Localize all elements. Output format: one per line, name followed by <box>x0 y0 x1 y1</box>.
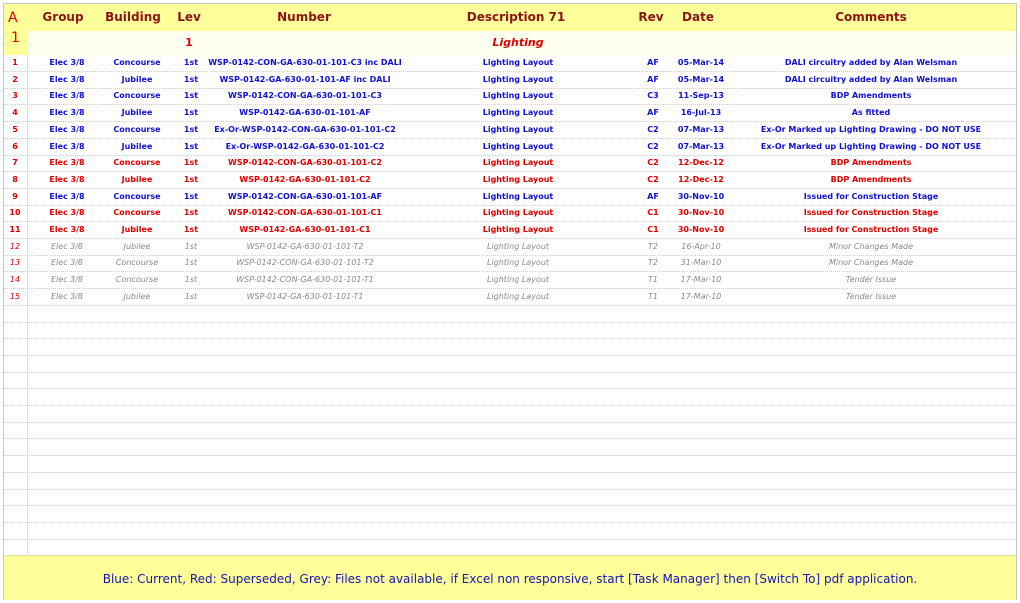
cell-date: 11-Sep-13 <box>678 91 724 101</box>
cell-description: Lighting Layout <box>482 74 554 84</box>
cell-comments: Issued for Construction Stage <box>803 225 939 234</box>
cell-building: Concourse <box>113 58 161 67</box>
cell-rev: AF <box>647 191 659 201</box>
cell-description: Lighting Layout <box>482 191 554 201</box>
cell-lev: 1st <box>183 124 199 134</box>
cell-date: 07-Mar-13 <box>677 141 725 151</box>
cell-lev: 1st <box>183 225 199 234</box>
cell-number[interactable]: WSP-0142-CON-GA-630-01-101-C3 <box>228 91 382 101</box>
cell-lev: 1st <box>183 191 199 201</box>
cell-comments: DALI circuitry added by Alan Welsman <box>784 58 958 67</box>
cell-building: Concourse <box>115 258 159 268</box>
drawing-register-sheet <box>3 3 1017 600</box>
cell-date: 30-Nov-10 <box>677 225 725 234</box>
header-comments[interactable]: Comments <box>835 10 907 24</box>
cell-date: 05-Mar-14 <box>677 74 725 84</box>
empty-row[interactable] <box>4 422 1016 439</box>
row-index: 1 <box>12 58 18 67</box>
cell-comments: As fitted <box>851 108 891 118</box>
header-rev[interactable]: Rev <box>638 10 664 24</box>
table-row[interactable] <box>4 55 1016 72</box>
row-index: 15 <box>9 291 21 301</box>
cell-group: Elec 3/8 <box>49 191 85 201</box>
cell-number[interactable]: WSP-0142-CON-GA-630-01-101-T1 <box>236 275 374 285</box>
cell-comments: Tender Issue <box>845 291 897 301</box>
cell-rev: C2 <box>647 141 659 151</box>
cell-description: Lighting Layout <box>482 91 554 101</box>
empty-row[interactable] <box>4 339 1016 356</box>
row-index: 13 <box>9 258 21 268</box>
cell-rev: AF <box>647 58 659 67</box>
cell-building: Jubilee <box>121 141 153 151</box>
cell-number[interactable]: WSP-0142-CON-GA-630-01-101-AF <box>227 191 383 201</box>
cell-comments: Minor Changes Made <box>828 241 914 251</box>
table-row[interactable] <box>4 205 1016 222</box>
cell-group: Elec 3/8 <box>50 241 84 251</box>
cell-date: 30-Nov-10 <box>677 208 725 218</box>
cell-rev: C1 <box>647 208 659 218</box>
cell-number[interactable]: WSP-0142-GA-630-01-101-C1 <box>239 225 371 234</box>
cell-group: Elec 3/8 <box>50 258 84 268</box>
cell-description: Lighting Layout <box>482 225 554 234</box>
cell-building: Concourse <box>113 91 161 101</box>
cell-lev: 1st <box>184 258 198 268</box>
table-row[interactable] <box>4 155 1016 172</box>
table-row[interactable] <box>4 255 1016 272</box>
cell-number[interactable]: WSP-0142-GA-630-01-101-AF <box>239 108 371 118</box>
cell-building: Concourse <box>115 275 159 285</box>
cell-rev: AF <box>647 108 659 118</box>
cell-description: Lighting Layout <box>486 275 550 285</box>
cell-rev: C2 <box>647 158 659 168</box>
cell-comments: Minor Changes Made <box>828 258 914 268</box>
empty-row[interactable] <box>4 406 1016 423</box>
cell-number[interactable]: WSP-0142-GA-630-01-101-AF inc DALI <box>219 74 391 84</box>
cell-rev: AF <box>647 74 659 84</box>
table-row[interactable] <box>4 72 1016 89</box>
cell-comments: Issued for Construction Stage <box>803 208 939 218</box>
cell-building: Concourse <box>113 158 161 168</box>
cell-number[interactable]: WSP-0142-CON-GA-630-01-101-T2 <box>236 258 374 268</box>
cell-date: 12-Dec-12 <box>678 174 724 184</box>
row-index: 5 <box>12 124 18 134</box>
register-table <box>4 55 1016 554</box>
cell-comments: Ex-Or Marked up Lighting Drawing - DO NOT USE <box>760 124 982 134</box>
corner-letter: A <box>8 10 18 26</box>
cell-group: Elec 3/8 <box>49 124 85 134</box>
empty-row[interactable] <box>4 306 1016 323</box>
row-index: 2 <box>12 74 18 84</box>
empty-row[interactable] <box>4 322 1016 339</box>
cell-building: Concourse <box>113 124 161 134</box>
table-row[interactable] <box>4 122 1016 139</box>
cell-comments: Issued for Construction Stage <box>803 191 939 201</box>
cell-rev: T1 <box>648 291 658 301</box>
cell-number[interactable]: Ex-Or-WSP-0142-CON-GA-630-01-101-C2 <box>214 124 396 134</box>
cell-rev: T2 <box>648 258 658 268</box>
cell-number[interactable]: WSP-0142-GA-630-01-101-T1 <box>246 291 364 301</box>
table-row[interactable] <box>4 139 1016 156</box>
cell-comments: BDP Amendments <box>830 158 912 168</box>
cell-date: 16-Jul-13 <box>680 108 722 118</box>
cell-comments: BDP Amendments <box>830 174 912 184</box>
cell-building: Concourse <box>113 208 161 218</box>
cell-group: Elec 3/8 <box>49 225 85 234</box>
cell-lev: 1st <box>183 174 199 184</box>
cell-description: Lighting Layout <box>482 208 554 218</box>
cell-description: Lighting Layout <box>482 58 554 67</box>
cell-description: Lighting Layout <box>482 108 554 118</box>
header-description[interactable]: Description 71 <box>466 10 566 24</box>
cell-group: Elec 3/8 <box>49 208 85 218</box>
cell-lev: 1st <box>184 291 198 301</box>
cell-comments: Ex-Or Marked up Lighting Drawing - DO NOT USE <box>760 141 982 151</box>
subrow-lev: 1 <box>185 36 193 49</box>
cell-number[interactable]: WSP-0142-GA-630-01-101-T2 <box>246 241 364 251</box>
table-row[interactable] <box>4 105 1016 122</box>
empty-row[interactable] <box>4 372 1016 389</box>
legend-footer <box>4 555 1016 600</box>
cell-rev: T1 <box>648 275 658 285</box>
cell-lev: 1st <box>183 208 199 218</box>
header-number[interactable]: Number <box>277 10 331 24</box>
column-header <box>4 4 1016 55</box>
header-group[interactable]: Group <box>42 10 84 24</box>
cell-building: Jubilee <box>121 174 153 184</box>
cell-description: Lighting Layout <box>486 241 550 251</box>
empty-row[interactable] <box>4 456 1016 473</box>
row-index: 9 <box>12 191 18 201</box>
cell-description: Lighting Layout <box>486 291 550 301</box>
cell-description: Lighting Layout <box>482 158 554 168</box>
corner-number: 1 <box>11 30 20 46</box>
cell-group: Elec 3/8 <box>49 108 85 118</box>
row-index: 6 <box>12 141 18 151</box>
cell-comments: Tender Issue <box>845 275 897 285</box>
cell-rev: C3 <box>647 91 659 101</box>
cell-date: 16-Apr-10 <box>681 241 721 251</box>
table-row[interactable] <box>4 189 1016 206</box>
cell-lev: 1st <box>183 91 199 101</box>
cell-number[interactable]: Ex-Or-WSP-0142-GA-630-01-101-C2 <box>225 141 385 151</box>
cell-date: 17-Mar-10 <box>680 291 722 301</box>
row-index: 12 <box>9 241 21 251</box>
table-row[interactable] <box>4 239 1016 256</box>
cell-lev: 1st <box>183 158 199 168</box>
cell-group: Elec 3/8 <box>50 275 84 285</box>
cell-comments: BDP Amendments <box>830 91 912 101</box>
cell-comments: DALI circuitry added by Alan Welsman <box>784 74 958 84</box>
row-index: 11 <box>9 225 21 234</box>
cell-date: 12-Dec-12 <box>678 158 724 168</box>
cell-rev: C2 <box>647 174 659 184</box>
row-index: 4 <box>12 108 18 118</box>
cell-number[interactable]: WSP-0142-GA-630-01-101-C2 <box>239 174 371 184</box>
cell-group: Elec 3/8 <box>49 158 85 168</box>
table-row[interactable] <box>4 88 1016 105</box>
cell-building: Concourse <box>113 191 161 201</box>
empty-row[interactable] <box>4 506 1016 523</box>
row-index: 8 <box>12 174 18 184</box>
header-date[interactable]: Date <box>682 10 714 24</box>
cell-group: Elec 3/8 <box>49 174 85 184</box>
row-index: 7 <box>12 158 18 168</box>
cell-group: Elec 3/8 <box>49 74 85 84</box>
cell-rev: C2 <box>647 124 659 134</box>
cell-number[interactable]: WSP-0142-CON-GA-630-01-101-C3 inc DALI <box>208 58 402 67</box>
cell-group: Elec 3/8 <box>49 58 85 67</box>
cell-number[interactable]: WSP-0142-CON-GA-630-01-101-C2 <box>228 158 382 168</box>
cell-group: Elec 3/8 <box>50 291 84 301</box>
cell-building: Jubilee <box>123 291 151 301</box>
row-index: 14 <box>9 275 21 285</box>
cell-date: 17-Mar-10 <box>680 275 722 285</box>
cell-date: 07-Mar-13 <box>677 124 725 134</box>
header-building[interactable]: Building <box>105 10 161 24</box>
cell-description: Lighting Layout <box>482 141 554 151</box>
cell-description: Lighting Layout <box>482 124 554 134</box>
cell-lev: 1st <box>184 241 198 251</box>
header-lev[interactable]: Lev <box>177 10 201 24</box>
cell-lev: 1st <box>183 141 199 151</box>
table-row[interactable] <box>4 289 1016 306</box>
cell-lev: 1st <box>184 275 198 285</box>
empty-row[interactable] <box>4 356 1016 373</box>
cell-group: Elec 3/8 <box>49 91 85 101</box>
table-row[interactable] <box>4 172 1016 189</box>
cell-description: Lighting Layout <box>486 258 550 268</box>
cell-lev: 1st <box>183 58 199 67</box>
cell-building: Jubilee <box>123 241 151 251</box>
cell-date: 05-Mar-14 <box>677 58 725 67</box>
cell-lev: 1st <box>183 108 199 118</box>
cell-building: Jubilee <box>121 225 153 234</box>
legend-text: Blue: Current, Red: Superseded, Grey: Files not available, if Excel non responsive, start [Task Manager] then [Switch To] pdf application. <box>102 572 918 586</box>
cell-building: Jubilee <box>121 108 153 118</box>
empty-row[interactable] <box>4 439 1016 456</box>
empty-row[interactable] <box>4 523 1016 540</box>
cell-date: 30-Nov-10 <box>677 191 725 201</box>
cell-number[interactable]: WSP-0142-CON-GA-630-01-101-C1 <box>228 208 382 218</box>
cell-rev: T2 <box>648 241 658 251</box>
cell-date: 31-Mar-10 <box>680 258 722 268</box>
empty-row[interactable] <box>4 489 1016 506</box>
row-index: 10 <box>9 208 21 218</box>
cell-description: Lighting Layout <box>482 174 554 184</box>
cell-rev: C1 <box>647 225 659 234</box>
table-row[interactable] <box>4 272 1016 289</box>
empty-row[interactable] <box>4 473 1016 490</box>
table-row[interactable] <box>4 222 1016 239</box>
row-index: 3 <box>12 91 18 101</box>
subrow-description: Lighting <box>492 36 544 49</box>
cell-lev: 1st <box>183 74 199 84</box>
cell-building: Jubilee <box>121 74 153 84</box>
empty-row[interactable] <box>4 389 1016 406</box>
cell-group: Elec 3/8 <box>49 141 85 151</box>
